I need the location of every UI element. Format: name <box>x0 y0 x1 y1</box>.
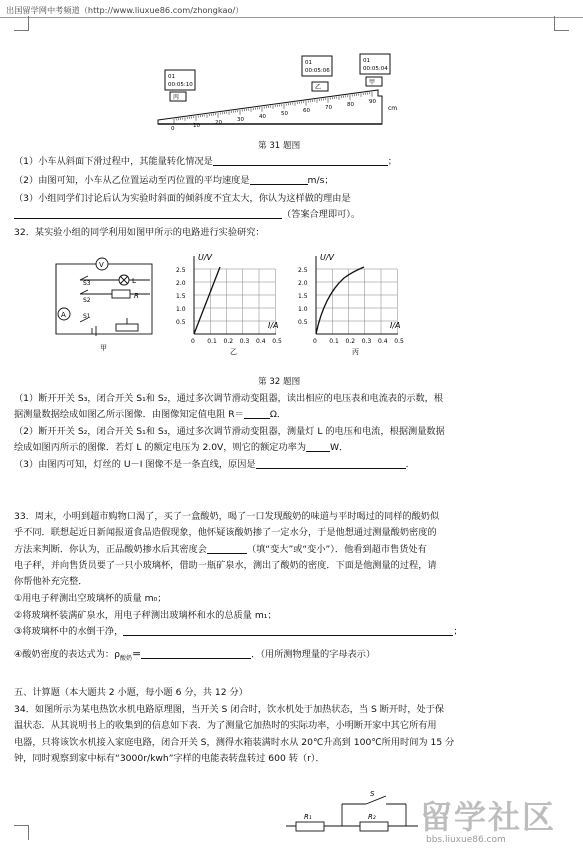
q31-part2: （2）由图可知，小车从乙位置运动至丙位置的平均速度是 m/s； <box>14 175 334 186</box>
svg-text:丙: 丙 <box>352 348 359 356</box>
ruler-label: 40 <box>259 113 266 120</box>
svg-text:丙: 丙 <box>173 94 180 101</box>
x-tick-label: 0.4 <box>256 338 266 345</box>
q33-line3: 方法来判断．你认为，正品酸奶掺水后其密度会 （填“变大”或“变小”）．他看到超市售货处有 <box>14 544 427 555</box>
graph-bing-curve <box>316 267 364 334</box>
q33-blank-step3[interactable] <box>123 625 453 636</box>
q32-title: 32．某实验小组的同学利用如图甲所示的电路进行实验研究： <box>14 227 265 238</box>
watermark-text: 留学社区 <box>420 798 557 836</box>
timer-yi <box>302 56 332 91</box>
ruler-label: 60 <box>303 107 310 114</box>
svg-text:00:05:04: 00:05:04 <box>363 66 388 72</box>
q34-circuit <box>282 786 422 850</box>
q32-p1a: （1）断开开关 S₃，闭合开关 S₁和 S₂，通过多次调节滑动变阻器，读出相应的电压表和电流表的示数，根 <box>14 393 444 404</box>
q33-blank-density[interactable] <box>207 543 247 554</box>
ruler-label: 30 <box>237 116 244 123</box>
q33-line4: 电子秤，并向售货员要了一只小玻璃杯，借助一瓶矿泉水，测出了酸奶的密度．下面是他测量的过程，请 <box>14 560 437 571</box>
svg-text:甲: 甲 <box>369 79 376 86</box>
timer-jia <box>360 54 390 86</box>
corner-mark-bl <box>14 825 29 840</box>
q32-blank-R[interactable] <box>244 408 270 419</box>
watermark-logo <box>420 800 580 846</box>
y-tick-label: 2.5 <box>298 267 308 274</box>
q31-blank3[interactable] <box>14 208 282 219</box>
graph-bing-grid <box>316 269 397 334</box>
x-tick-label: 0.1 <box>207 338 217 345</box>
fig31-incline-figure <box>150 52 410 134</box>
svg-text:R₂: R₂ <box>368 813 376 821</box>
corner-mark-tl <box>14 16 29 31</box>
ruler-label: 20 <box>215 119 222 126</box>
q34-line4: 钟，同时观察到家中标有“3000r/kwh”字样的电能表转盘转过 600 转（r）． <box>14 753 325 764</box>
q33-line2: 乎不同．联想起近日新闻报道食品造假现象，他怀疑该酸奶掺了一定水分，于是他想通过测量酸奶密度的 <box>14 527 437 538</box>
y-tick-label: 2.5 <box>176 267 186 274</box>
corner-mark-tr <box>554 16 569 31</box>
timer-bing <box>165 70 195 101</box>
x-tick-label: 0.1 <box>329 338 339 345</box>
q33-blank-expression[interactable] <box>141 648 251 659</box>
svg-text:U/V: U/V <box>198 253 213 262</box>
q32-p2a: （2）断开开关 S₂，闭合开关 S₁和 S₃，通过多次调节滑动变阻器，测量灯 L 的电压和电流，根据测量数据 <box>14 426 445 437</box>
x-tick-label: 0.3 <box>239 338 250 345</box>
svg-text:01: 01 <box>363 58 370 64</box>
q32-circuit-jia <box>50 252 162 352</box>
q34-line2: 温状态．从其说明书上的收集到的信息如下表．为了测量它加热时的实际功率，小明断开家中其它所有用 <box>14 720 437 731</box>
q31-part3a: （3）小组同学们讨论后认为实验时斜面的倾斜度不宜太大，你认为这样做的理由是 <box>14 193 351 204</box>
ruler-label: 10 <box>193 122 200 129</box>
svg-text:S2: S2 <box>83 297 91 304</box>
ruler-label: 90 <box>369 98 376 105</box>
q33-step3: ③将玻璃杯中的水倒干净， ； <box>14 626 463 637</box>
header-divider <box>0 17 583 18</box>
q33-step2: ②将玻璃杯装满矿泉水，用电子秤测出玻璃杯和水的总质量 m₁； <box>14 610 277 621</box>
svg-text:U/V: U/V <box>320 253 335 262</box>
y-tick-label: 1.5 <box>176 293 186 300</box>
q32-caption: 第 32 题图 <box>258 377 301 387</box>
q34-line3: 电器，只将该饮水机接入家庭电路，闭合开关 S，测得水箱装满时水从 20℃升高到 100℃所用时间为 15 分 <box>14 737 455 748</box>
q32-graph-yi <box>172 248 284 356</box>
ruler-label: 0 <box>171 125 175 132</box>
svg-text:R₁: R₁ <box>304 813 312 821</box>
x-tick-label: 0.4 <box>378 338 388 345</box>
svg-text:00:05:06: 00:05:06 <box>305 68 330 74</box>
svg-text:乙: 乙 <box>230 348 237 356</box>
q33-line1: 33．周末，小明到超市购物口渴了，买了一盒酸奶，喝了一口发现酸奶的味道与平时喝过的同样的酸奶似 <box>14 511 440 522</box>
svg-text:S3: S3 <box>83 280 91 287</box>
q32-blank-reason[interactable] <box>256 458 406 469</box>
q33-line5: 你帮他补充完整． <box>14 576 88 587</box>
x-tick-label: 0.3 <box>361 338 372 345</box>
q33-step1: ①用电子秤测出空玻璃杯的质量 m₀； <box>14 593 167 604</box>
sec5-title: 五、计算题（本大题共 2 小题，每小题 6 分，共 12 分） <box>14 687 248 698</box>
y-tick-label: 2.0 <box>176 280 186 287</box>
q33-step4: ④酸奶密度的表达式为：$\rho_{酸奶}=$ ．（用所测物理量的字母表示） <box>14 649 376 662</box>
svg-text:甲: 甲 <box>100 344 107 352</box>
svg-text:R: R <box>134 292 139 300</box>
svg-text:V: V <box>99 261 104 269</box>
svg-text:S: S <box>370 790 375 798</box>
x-tick-label: 0 <box>313 338 317 345</box>
x-tick-label: 0.2 <box>345 338 356 345</box>
y-tick-label: 1.0 <box>176 306 186 313</box>
q31-part1: （1）小车从斜面下滑过程中，其能量转化情况是 ； <box>14 156 397 167</box>
q32-blank-P[interactable] <box>306 441 330 452</box>
svg-text:I/A: I/A <box>268 321 279 330</box>
page-header: 出国留学网中考频道（http://www.liuxue86.com/zhongkao/） <box>6 5 244 15</box>
y-tick-label: 1.0 <box>298 306 308 313</box>
q32-graph-bing <box>294 248 406 356</box>
q32-p3: （3）由图丙可知，灯丝的 U－I 图像不是一条直线，原因是 ． <box>14 459 415 470</box>
ruler-label: 50 <box>281 110 288 117</box>
q32-p2b: 绘成如图丙所示的图像．若灯 L 的额定电压为 2.0V，则它的额定功率为 W． <box>14 442 349 453</box>
y-tick-label: 0.5 <box>298 319 308 326</box>
q31-part3b: （答案合理即可）。 <box>14 208 569 222</box>
svg-text:A: A <box>61 311 66 319</box>
q31-blank2[interactable] <box>250 174 308 185</box>
svg-text:01: 01 <box>168 74 175 80</box>
svg-text:I/A: I/A <box>390 321 401 330</box>
x-tick-label: 0.5 <box>272 338 282 345</box>
q31-blank1[interactable] <box>213 155 388 166</box>
y-tick-label: 0.5 <box>176 319 186 326</box>
y-tick-label: 1.5 <box>298 293 308 300</box>
svg-text:01: 01 <box>305 60 312 66</box>
svg-text:S1: S1 <box>83 313 91 320</box>
svg-text:L: L <box>132 277 136 285</box>
x-tick-label: 0.2 <box>223 338 234 345</box>
x-tick-label: 0.5 <box>394 338 404 345</box>
graph-yi-line <box>194 267 220 334</box>
x-tick-label: 0 <box>191 338 195 345</box>
ruler-label: 80 <box>347 101 354 108</box>
fig31-caption: 第 31 题图 <box>258 141 301 151</box>
svg-text:乙: 乙 <box>315 84 322 91</box>
ruler-unit: cm <box>388 105 398 112</box>
watermark-url: bbs.liuxue86.com <box>426 835 506 845</box>
svg-text:00:05:10: 00:05:10 <box>168 82 193 88</box>
q34-line1: 34．如图所示为某电热饮水机电路原理图，当开关 S 闭合时，饮水机处于加热状态，当 S 断开时，处于保 <box>14 704 445 715</box>
q32-p1b: 据测量数据绘成如图乙所示图像．由图像知定值电阻 R＝ Ω． <box>14 409 287 420</box>
ruler-label: 70 <box>325 104 332 111</box>
y-tick-label: 2.0 <box>298 280 308 287</box>
